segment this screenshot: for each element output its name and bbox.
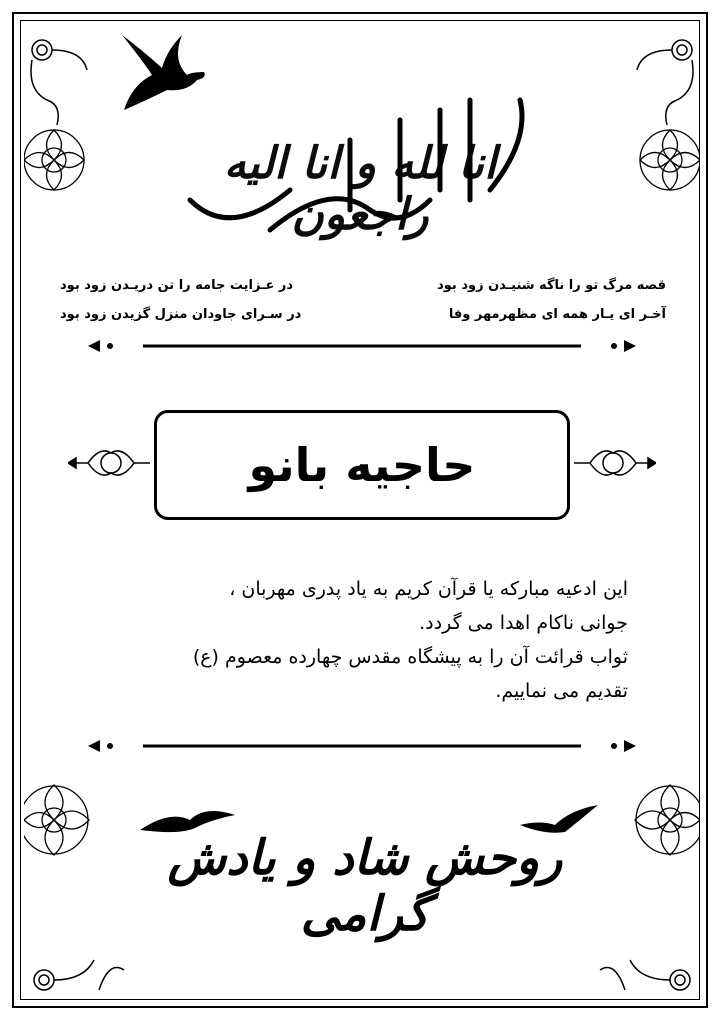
footer-calligraphy-text: روحش شاد و یادش گرامی (167, 830, 563, 942)
poem-right-line-1: قصه مرگ تو را ناگه شنیـدن زود بود (437, 278, 666, 293)
body-line-3: ثواب قرائت آن را به پیشگاه مقدس چهارده معصوم (ع) (192, 646, 628, 668)
corner-ornament-bottom-right (590, 900, 700, 1000)
body-text (68, 572, 628, 708)
mandala-icon-bottom-right (620, 770, 700, 880)
mandala-icon-bottom-left (24, 770, 104, 880)
footer-calligraphy (130, 790, 600, 942)
divider-top (88, 338, 636, 354)
body-line-4: تقدیم می نماییم. (495, 680, 628, 702)
body-line-2: جوانی ناکام اهدا می گردد. (419, 612, 628, 634)
body-line-1: این ادعیه مبارکه یا قرآن کریم به یاد پدری مهربان ، (229, 578, 628, 600)
name-box (154, 410, 570, 520)
deceased-name: حاجیه بانو (248, 438, 476, 492)
ornament-left-icon (68, 436, 154, 490)
corner-ornament-bottom-left (24, 900, 134, 1000)
header-calligraphy-text: انا لله و انا الیه راجعون (223, 138, 497, 240)
poem-right-line-2: آخـر ای یـار همه ای مظهرمهر وفا (448, 307, 666, 322)
divider-bottom (88, 738, 636, 754)
poem-left-line-2: در سـرای جاودان منزل گزیدن زود بود (60, 307, 302, 322)
ornament-right-icon (570, 436, 656, 490)
poem-left-line-1: در عـزایت جامه را تن دریـدن زود بود (60, 278, 294, 293)
mandala-icon-right (620, 110, 700, 210)
mandala-icon-left (24, 110, 104, 210)
header-calligraphy (170, 80, 550, 260)
